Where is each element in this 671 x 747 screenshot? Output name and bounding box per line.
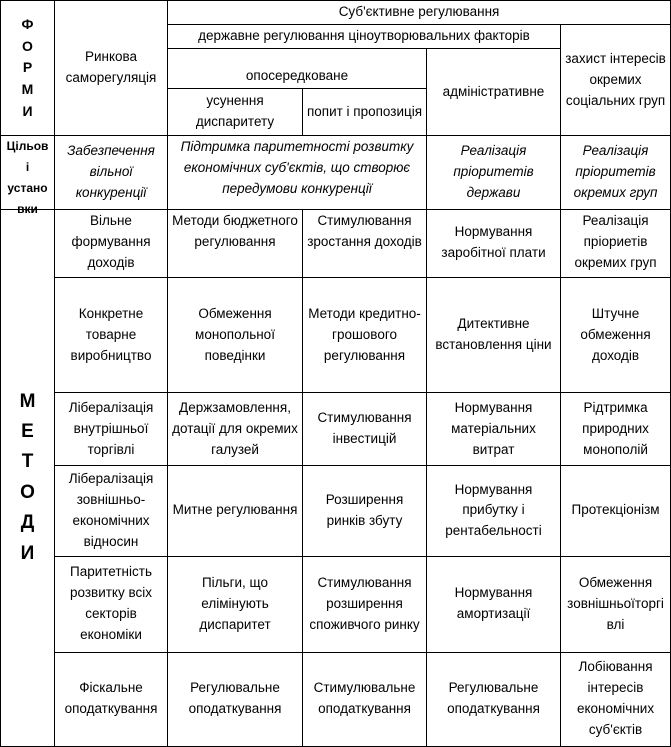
indirect-header: опосередковане <box>168 49 427 89</box>
method-cell: Методи кредитно-грошового регулювання <box>303 277 427 392</box>
forms-label: Ф О Р М И <box>1 1 55 136</box>
method-cell: Вільне формування доходів <box>55 209 168 277</box>
method-cell: Обмеження монопольної поведінки <box>168 277 303 392</box>
goals-label: Цільов і устано вки <box>1 136 55 209</box>
method-cell: Пільги, що елімінують диспаритет <box>168 557 303 652</box>
method-cell: Штучне обмеження доходів <box>561 277 671 392</box>
method-cell: Регулювальне оподаткування <box>427 652 561 747</box>
method-cell: Держзамовлення, дотації для окремих галузей <box>168 393 303 465</box>
method-cell: Стимулювання зростання доходів <box>303 209 427 277</box>
administrative-header: адміністративне <box>427 49 561 136</box>
method-cell: Конкретне товарне виробництво <box>55 277 168 392</box>
state-regulation-header: державне регулювання ціноутворювальних факторів <box>168 25 561 49</box>
method-cell: Стимулювання інвестицій <box>303 393 427 465</box>
method-cell: Розширення ринків збуту <box>303 465 427 556</box>
method-cell: Методи бюджетного регулювання <box>168 209 303 277</box>
method-cell: Нормування матеріальних витрат <box>427 393 561 465</box>
goal-market: Забезпечення вільної конкуренції <box>55 136 168 209</box>
supply-demand-header: попит і пропозиція <box>303 89 427 136</box>
goal-groups: Реалізація пріоритетів окремих груп <box>561 136 671 209</box>
method-cell: Рідтримка природних монополій <box>561 393 671 465</box>
method-cell: Реалізація пріориетів окремих груп <box>561 209 671 277</box>
method-cell: Дитективне встановлення ціни <box>427 277 561 392</box>
subjective-regulation-header: Суб'єктивне регулювання <box>168 1 671 25</box>
method-cell: Регулювальне оподаткування <box>168 652 303 747</box>
method-cell: Нормування амортизації <box>427 557 561 652</box>
method-cell: Фіскальне оподаткування <box>55 652 168 747</box>
method-cell: Лібералізація зовнішньо-економічних відносин <box>55 465 168 556</box>
method-cell: Паритетність розвитку всіх секторів економіки <box>55 557 168 652</box>
goal-administrative: Реалізація пріоритетів держави <box>427 136 561 209</box>
goal-state: Підтримка паритетності розвитку економічних суб'єктів, що створює передумови конкуренції <box>168 136 427 209</box>
market-self-regulation-header: Ринкова саморегуляція <box>55 1 168 136</box>
disparity-elimination-header: усунення диспаритету <box>168 89 303 136</box>
method-cell: Лобіювання інтересів економічних суб'єктів <box>561 652 671 747</box>
method-cell: Протекціонізм <box>561 465 671 556</box>
method-cell: Стимулювальне оподаткування <box>303 652 427 747</box>
methods-label: М Е Т О Д И <box>1 209 55 746</box>
method-cell: Лібералізація внутрішньої торгівлі <box>55 393 168 465</box>
social-groups-protection-header: захист інтересів окремих соціальних груп <box>561 25 671 136</box>
method-cell: Митне регулювання <box>168 465 303 556</box>
method-cell: Стимулювання розширення споживчого ринку <box>303 557 427 652</box>
method-cell: Нормування заробітної плати <box>427 209 561 277</box>
method-cell: Обмеження зовнішньоїторгі влі <box>561 557 671 652</box>
method-cell: Нормування прибутку і рентабельності <box>427 465 561 556</box>
